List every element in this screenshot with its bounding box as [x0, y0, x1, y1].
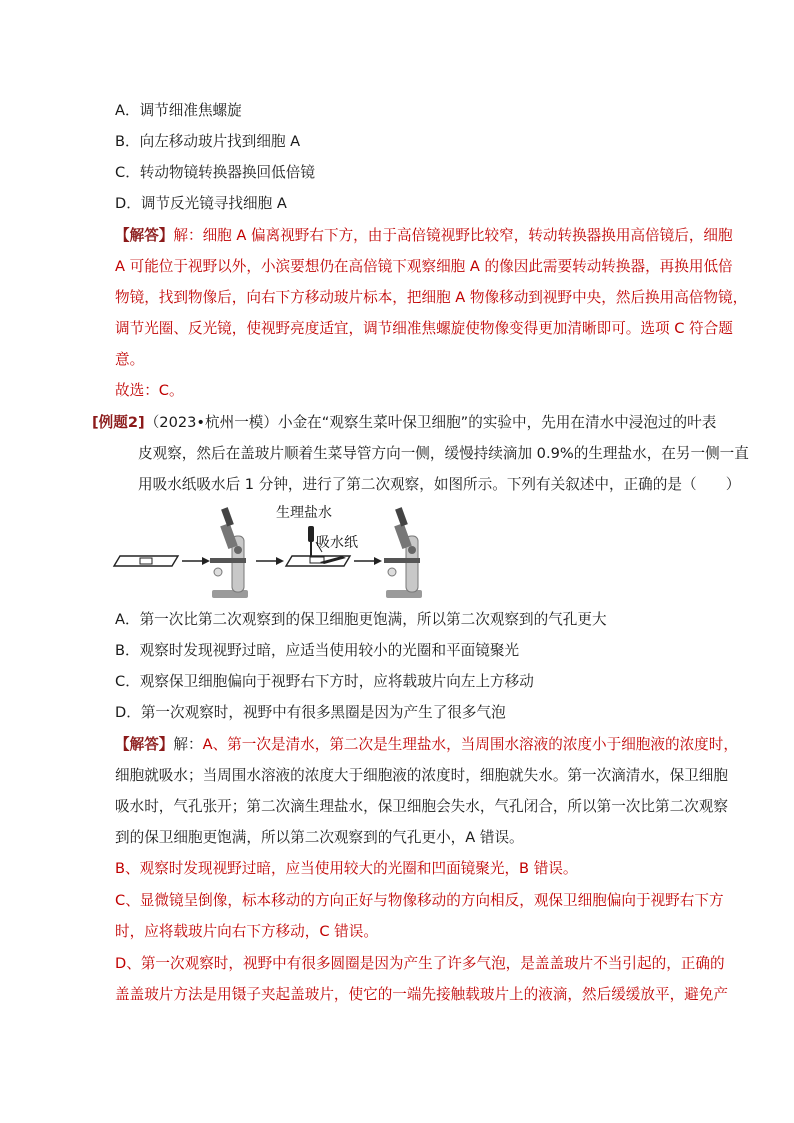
arrow-right-icon [354, 557, 382, 565]
q2-option-c: C．观察保卫细胞偏向于视野右下方时，应将载玻片向左上方移动 [115, 673, 534, 690]
answer1-tag: 【解答】 [115, 227, 174, 244]
answer2-d-line-1: D、第一次观察时，视野中有很多圆圈是因为产生了许多气泡，是盖盖玻片不当引起的，正确的 [115, 955, 725, 972]
answer2-intro: 解： [173, 736, 203, 753]
option-c: C．转动物镜转换器换回低倍镜 [115, 164, 315, 181]
answer1-line-2: A 可能位于视野以外，小滨要想仍在高倍镜下观察细胞 A 的像因此需要转动转换器，再换用低倍 [115, 258, 733, 275]
answer1-line-1 [115, 226, 733, 246]
answer1-text-1: 解：细胞 A 偏离视野右下方，由于高倍镜视野比较窄，转动转换器换用高倍镜后，细胞 [173, 227, 733, 244]
q2-tag: [例题2] [92, 414, 145, 431]
q2-text-1: （2023•杭州一模）小金在“观察生菜叶保卫细胞”的实验中，先用在清水中浸泡过的叶表 [144, 414, 717, 431]
dropper-icon [308, 526, 314, 556]
answer2-d-line-2: 盖盖玻片方法是用镊子夹起盖玻片，使它的一端先接触载玻片上的液滴，然后缓缓放平，避免产 [115, 986, 728, 1003]
q2-line-3: 用吸水纸吸水后 1 分钟，进行了第二次观察，如图所示。下列有关叙述中，正确的是（ ） [138, 476, 741, 493]
label-saline: 生理盐水 [276, 505, 332, 521]
slide-icon-1 [114, 556, 178, 566]
label-absorbent-paper: 吸水纸 [316, 535, 358, 551]
answer1-line-3: 物镜，找到物像后，向右下方移动玻片标本，把细胞 A 物像移动到视野中央，然后换用高倍物镜， [115, 289, 748, 306]
answer2-a-line-4: 到的保卫细胞更饱满，所以第二次观察到的气孔更小，A 错误。 [115, 829, 524, 846]
arrow-right-icon [256, 557, 284, 565]
option-d: D．调节反光镜寻找细胞 A [115, 195, 287, 212]
microscope-icon [384, 507, 422, 598]
option-a: A．调节细准焦螺旋 [115, 102, 242, 119]
option-b: B．向左移动玻片找到细胞 A [115, 133, 301, 150]
q2-option-a: A．第一次比第二次观察到的保卫细胞更饱满，所以第二次观察到的气孔更大 [115, 611, 607, 628]
answer2-tag: 【解答】 [115, 736, 174, 753]
microscope-diagram [110, 500, 590, 600]
answer2-c-line-2: 时，应将载玻片向右下方移动，C 错误。 [115, 923, 378, 940]
microscope-icon [210, 507, 248, 598]
answer2-line-1 [115, 735, 738, 755]
answer2-a-text-1: A、第一次是清水，第二次是生理盐水，当周围水溶液的浓度小于细胞液的浓度时， [202, 736, 738, 753]
answer2-b-line: B、观察时发现视野过暗，应当使用较大的光圈和凹面镜聚光，B 错误。 [115, 860, 578, 877]
answer2-a-line-3: 吸水时，气孔张开；第二次滴生理盐水，保卫细胞会失水，气孔闭合，所以第一次比第二次观察 [115, 798, 728, 815]
q2-line-2: 皮观察，然后在盖玻片顺着生菜导管方向一侧，缓慢持续滴加 0.9%的生理盐水，在另一侧一直 [138, 445, 749, 462]
arrow-right-icon [182, 557, 210, 565]
q2-option-d: D．第一次观察时，视野中有很多黑圈是因为产生了很多气泡 [115, 704, 506, 721]
q2-line-1 [92, 413, 716, 433]
q2-option-b: B．观察时发现视野过暗，应适当使用较小的光圈和平面镜聚光 [115, 642, 520, 659]
answer1-line-4: 调节光圈、反光镜，使视野亮度适宜，调节细准焦螺旋使物像变得更加清晰即可。选项 C 符合题 [115, 320, 733, 337]
answer1-line-5: 意。 [115, 351, 145, 368]
answer1-choice: 故选：C。 [115, 382, 184, 399]
answer2-a-line-2: 细胞就吸水；当周围水溶液的浓度大于细胞液的浓度时，细胞就失水。第一次滴清水，保卫细胞 [115, 767, 728, 784]
answer2-c-line-1: C、显微镜呈倒像，标本移动的方向正好与物像移动的方向相反，观保卫细胞偏向于视野右下方 [115, 892, 724, 909]
